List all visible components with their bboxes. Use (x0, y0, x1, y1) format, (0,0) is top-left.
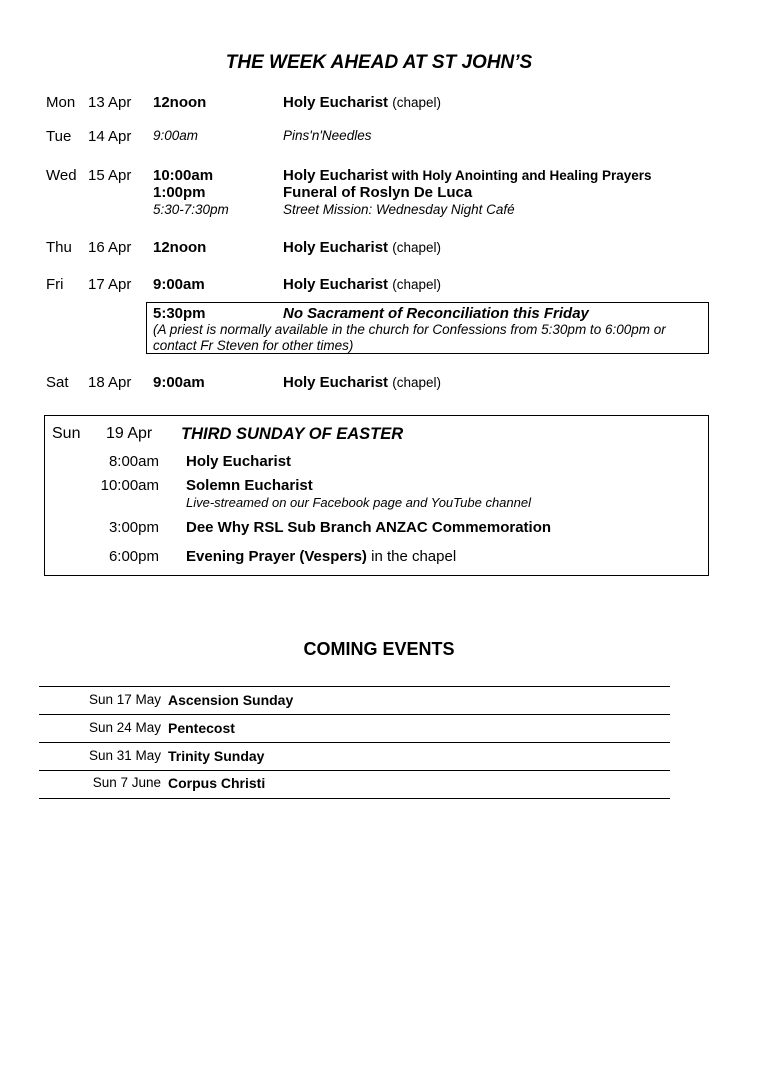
day-label: Thu (46, 239, 72, 256)
date-label: 14 Apr (88, 128, 132, 145)
time-label: 10:00am (100, 477, 159, 494)
event-label: Solemn Eucharist (186, 477, 313, 494)
page-title: THE WEEK AHEAD AT ST JOHN’S (225, 52, 533, 73)
time-label: 9:00am (153, 374, 205, 391)
event-label: Holy Eucharist (186, 453, 292, 470)
time-label: 10:00am (153, 167, 214, 184)
event-label: Pins'n'Needles (283, 128, 372, 143)
date-label: 16 Apr (88, 239, 132, 256)
time-label: 12noon (153, 94, 207, 111)
date-label: 18 Apr (88, 374, 132, 391)
event-date: Sun 31 May (88, 748, 161, 763)
event-subtext: Live-streamed on our Facebook page and YouTube channel (186, 495, 531, 510)
event-name: Ascension Sunday (168, 692, 294, 708)
date-label: 15 Apr (88, 167, 132, 184)
event-label: Street Mission: Wednesday Night Café (283, 202, 515, 217)
event-name: Corpus Christi (168, 775, 266, 791)
day-label: Wed (46, 167, 77, 184)
time-label: 5:30-7:30pm (153, 202, 229, 217)
time-label: 12noon (153, 239, 207, 256)
sunday-date: 19 Apr (106, 425, 153, 442)
notice-time: 5:30pm (153, 305, 206, 322)
time-label: 9:00am (153, 128, 199, 143)
notice-heading: No Sacrament of Reconciliation this Friday (283, 305, 589, 322)
event-label: Holy Eucharist (chapel) (283, 239, 441, 256)
day-label: Mon (46, 94, 76, 111)
time-label: 9:00am (153, 276, 205, 293)
event-label: Holy Eucharist (chapel) (283, 276, 441, 293)
event-label: Evening Prayer (Vespers) in the chapel (186, 548, 457, 565)
event-date: Sun 24 May (88, 720, 161, 735)
time-label: 3:00pm (108, 519, 159, 536)
event-label: Holy Eucharist (chapel) (283, 374, 441, 391)
table-rule (39, 714, 670, 715)
event-label: Dee Why RSL Sub Branch ANZAC Commemoration (186, 519, 552, 536)
day-label: Fri (46, 276, 64, 293)
time-label: 6:00pm (108, 548, 159, 565)
sunday-heading: THIRD SUNDAY OF EASTER (181, 425, 404, 443)
time-label: 1:00pm (153, 184, 206, 201)
date-label: 17 Apr (88, 276, 132, 293)
table-rule (39, 686, 670, 687)
event-name: Trinity Sunday (168, 748, 265, 764)
notice-text: (A priest is normally available in the church for Confessions from 5:30pm to 6:00pm or contact Fr Steven for other times) (153, 322, 666, 353)
day-label: Tue (46, 128, 72, 145)
event-label: Holy Eucharist with Holy Anointing and Healing Prayers (283, 167, 652, 184)
event-name: Pentecost (168, 720, 235, 736)
table-rule (39, 798, 670, 799)
sunday-box (44, 415, 709, 576)
event-date: Sun 7 June (92, 775, 161, 790)
reconciliation-notice-box (146, 302, 709, 354)
table-rule (39, 770, 670, 771)
day-label: Sat (46, 374, 69, 391)
event-label: Funeral of Roslyn De Luca (283, 184, 473, 201)
event-date: Sun 17 May (88, 692, 161, 707)
event-label: Holy Eucharist (chapel) (283, 94, 441, 111)
time-label: 8:00am (108, 453, 159, 470)
table-rule (39, 742, 670, 743)
date-label: 13 Apr (88, 94, 132, 111)
sunday-day: Sun (52, 425, 81, 442)
coming-events-title: COMING EVENTS (303, 639, 455, 659)
